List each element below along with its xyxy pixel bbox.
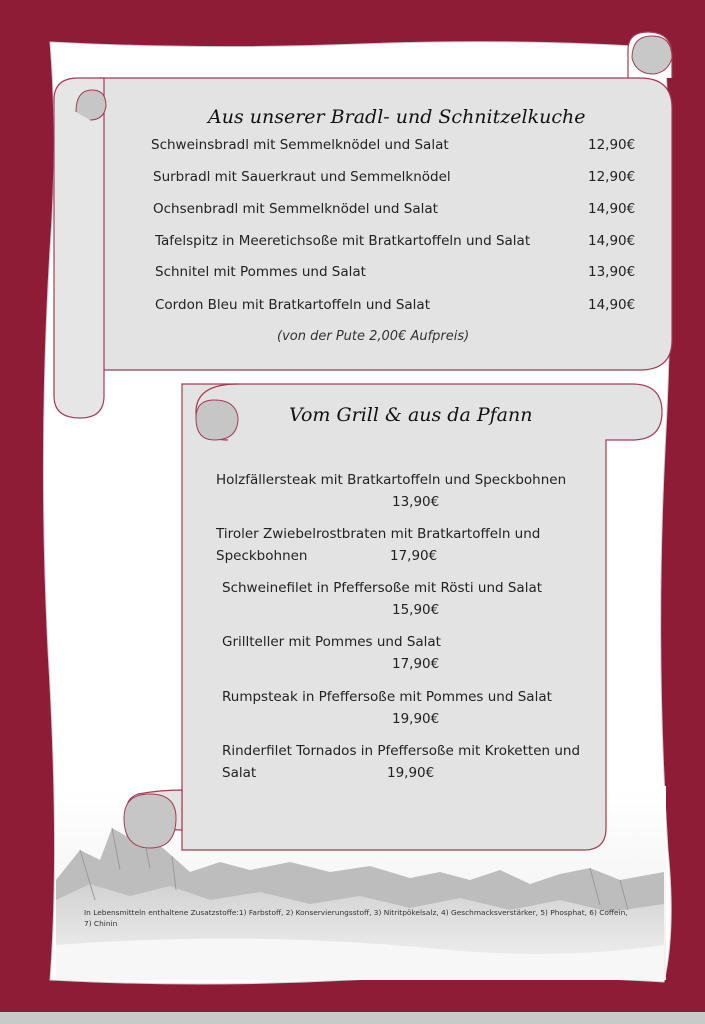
menu-item-price: 12,90€ — [588, 169, 636, 185]
menu-item-name: Holzfällersteak mit Bratkartoffeln und Speckbohnen — [216, 472, 567, 488]
menu-item-price: 12,90€ — [588, 137, 636, 153]
menu-item-name-cont — [216, 546, 540, 568]
menu-item-price: 19,90€ — [387, 764, 435, 781]
menu-item-name: Grillteller mit Pommes und Salat — [222, 634, 441, 650]
menu-item-name: Tiroler Zwiebelrostbraten mit Bratkartoffeln und — [216, 526, 541, 542]
menu-item-name: Schweinsbradl mit Semmelknödel und Salat — [151, 137, 449, 153]
section-title-grill-pfann: Vom Grill & aus da Pfann — [289, 404, 533, 426]
menu-item-price: 14,90€ — [588, 297, 636, 313]
section-title-bradl-schnitzel: Aus unserer Bradl- und Schnitzelkuche — [208, 106, 586, 128]
menu-item-name: Tafelspitz in Meeretichsoße mit Bratkartoffeln und Salat — [155, 233, 531, 249]
menu-item — [216, 470, 566, 513]
menu-item-name: Schnitel mit Pommes und Salat — [155, 264, 366, 280]
menu-item — [222, 741, 580, 784]
additives-footnote: In Lebensmitteln enthaltene Zusatzstoffe:1) Farbstoff, 2) Konservierungsstoff, 3) Nitritpökelsalz, 4) Geschmacksverstärker, 5) Phosphat, 6) Coffein, 7) Chinin — [84, 908, 628, 928]
menu-item-name: Cordon Bleu mit Bratkartoffeln und Salat — [155, 297, 430, 313]
menu-item-price: 17,90€ — [392, 655, 440, 672]
menu-item-name-line2: Speckbohnen — [216, 547, 308, 564]
menu-item-name: Rinderfilet Tornados in Pfeffersoße mit Kroketten und — [222, 743, 581, 759]
menu-item-price: 14,90€ — [588, 201, 636, 217]
menu-item — [216, 524, 540, 567]
menu-item-price: 14,90€ — [588, 233, 636, 249]
menu-item-name: Ochsenbradl mit Semmelknödel und Salat — [153, 201, 438, 217]
menu-item — [222, 632, 441, 675]
menu-item-price: 19,90€ — [392, 710, 440, 727]
menu-item — [222, 687, 552, 730]
menu-item-name-line2: Salat — [222, 764, 257, 781]
menu-item-name-cont — [222, 763, 580, 785]
menu-item-price: 17,90€ — [390, 547, 438, 564]
bottom-bar — [0, 1012, 705, 1024]
menu-item-price: 13,90€ — [588, 264, 636, 280]
menu-item — [222, 578, 542, 621]
menu-item-price: 13,90€ — [392, 493, 440, 510]
price-note: (von der Pute 2,00€ Aufpreis) — [277, 329, 470, 344]
menu-item-name: Schweinefilet in Pfeffersoße mit Rösti und Salat — [222, 580, 543, 596]
menu-item-name: Rumpsteak in Pfeffersoße mit Pommes und Salat — [222, 689, 552, 705]
menu-item-name: Surbradl mit Sauerkraut und Semmelknödel — [153, 169, 451, 185]
menu-item-price: 15,90€ — [392, 601, 440, 618]
